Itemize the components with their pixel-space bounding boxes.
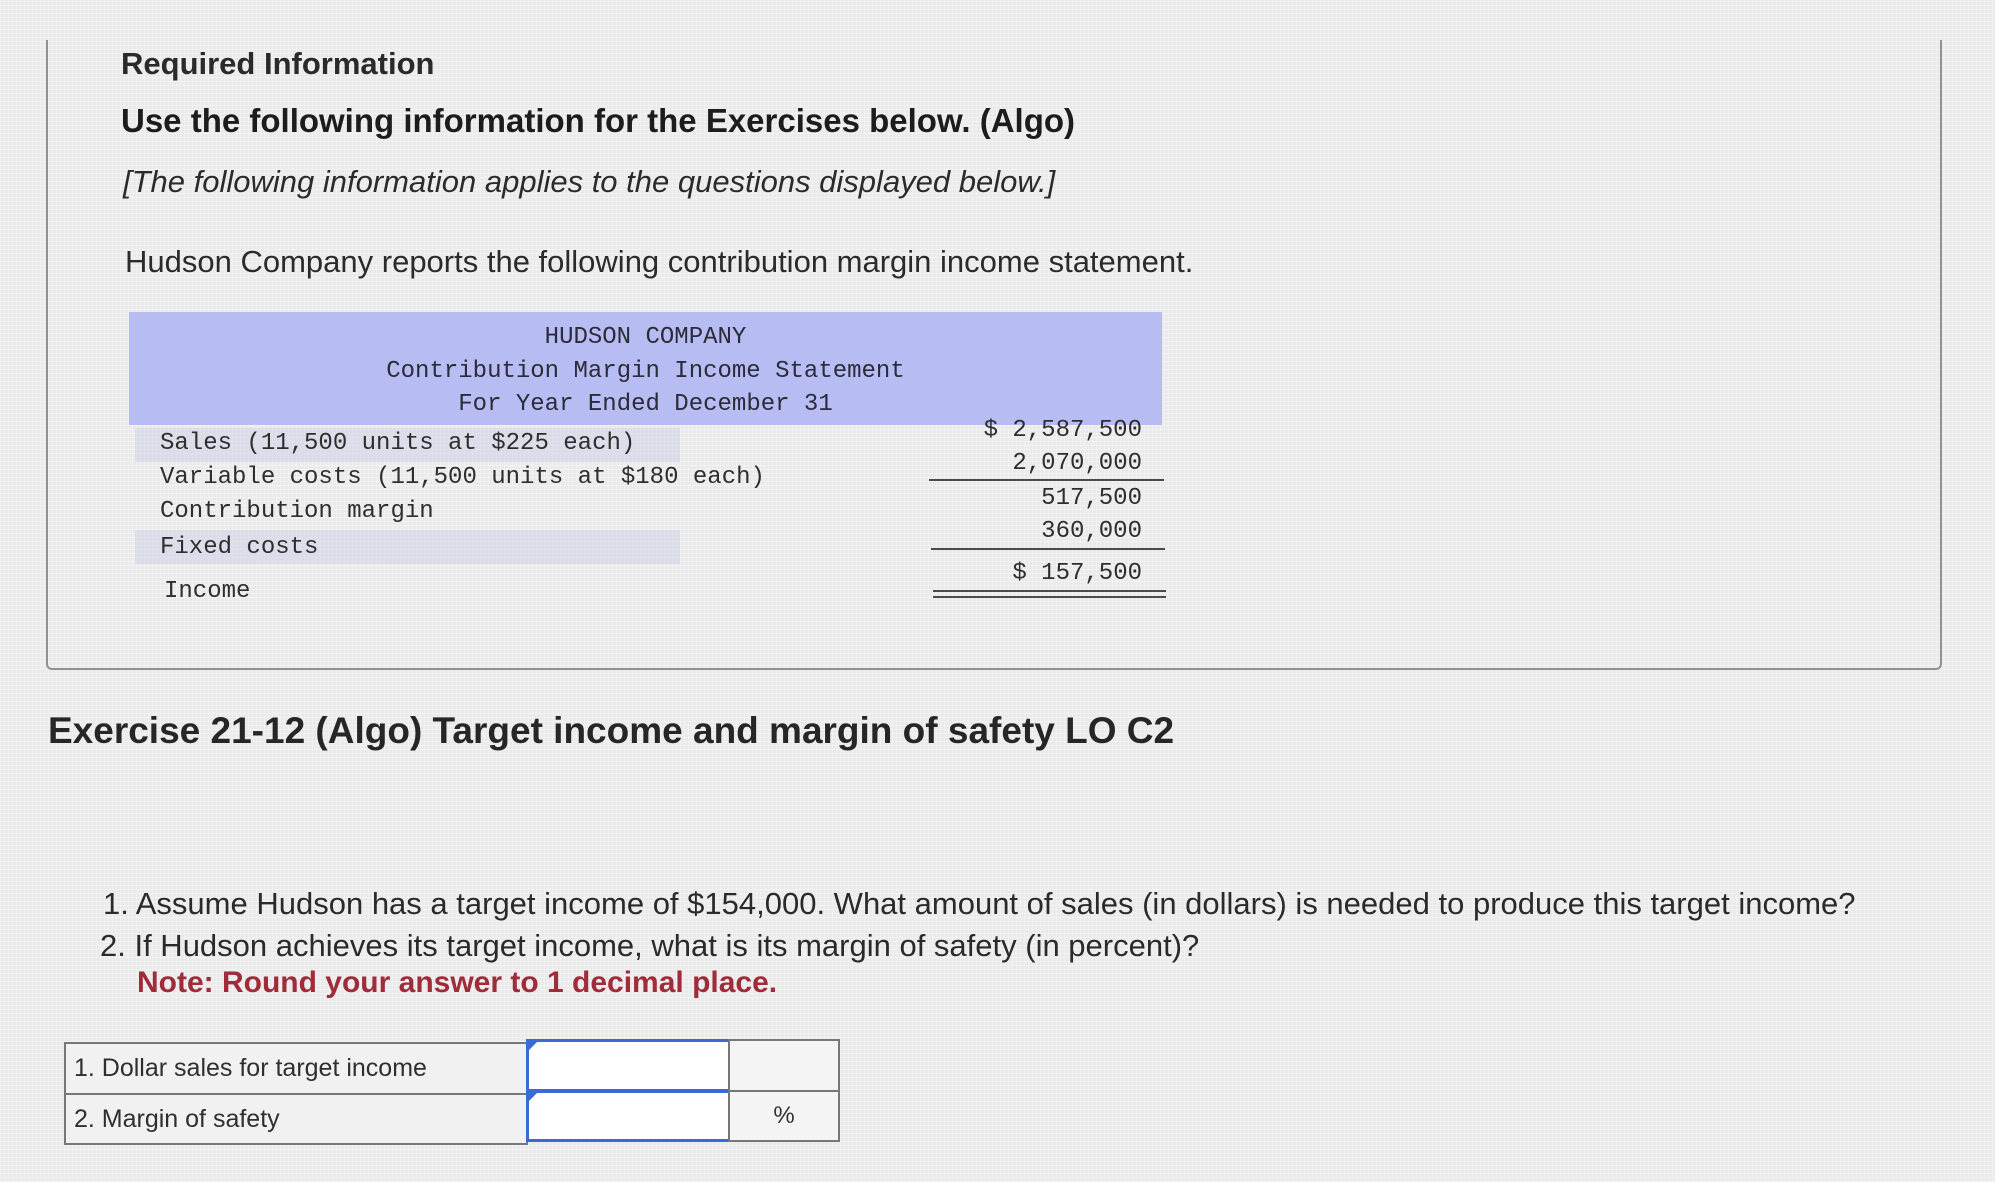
answer-label-margin-of-safety: 2. Margin of safety bbox=[64, 1093, 528, 1145]
statement-row-value: 517,500 bbox=[1041, 485, 1142, 512]
exercise-title: Exercise 21-12 (Algo) Target income and margin of safety LO C2 bbox=[48, 710, 1175, 751]
statement-company: HUDSON COMPANY bbox=[544, 324, 747, 351]
statement-intro: Hudson Company reports the following contribution margin income statement. bbox=[125, 244, 1194, 279]
statement-period: For Year Ended December 31 bbox=[458, 391, 833, 418]
total-double-rule bbox=[933, 590, 1166, 592]
statement-row-label: Sales (11,500 units at $225 each) bbox=[160, 430, 636, 457]
subtotal-rule bbox=[931, 548, 1165, 550]
statement-row-label: Variable costs (11,500 units at $180 each) bbox=[160, 464, 765, 491]
margin-of-safety-input[interactable] bbox=[526, 1090, 731, 1142]
answer-label-dollar-sales: 1. Dollar sales for target income bbox=[64, 1042, 528, 1095]
subtotal-rule bbox=[929, 479, 1164, 481]
statement-row-label: Fixed costs bbox=[160, 534, 319, 561]
question-1: 1. Assume Hudson has a target income of $154,000. What amount of sales (in dollars) is needed to produce this target income? bbox=[103, 886, 1856, 921]
percent-unit: % bbox=[728, 1090, 840, 1142]
total-double-rule bbox=[933, 596, 1166, 598]
statement-row-label: Income bbox=[164, 578, 251, 605]
empty-unit-cell bbox=[728, 1039, 840, 1092]
question-2: 2. If Hudson achieves its target income, what is its margin of safety (in percent)? bbox=[100, 928, 1200, 963]
dollar-sales-input[interactable] bbox=[526, 1039, 731, 1092]
statement-row-label: Contribution margin bbox=[160, 498, 434, 525]
applies-note: [The following information applies to the questions displayed below.] bbox=[123, 164, 1056, 199]
instructions-heading: Use the following information for the Exercises below. (Algo) bbox=[121, 102, 1076, 139]
statement-row-value: 360,000 bbox=[1041, 518, 1142, 545]
statement-title: Contribution Margin Income Statement bbox=[386, 358, 905, 385]
statement-row-value: $ 2,587,500 bbox=[983, 417, 1142, 444]
statement-row-value: 2,070,000 bbox=[1012, 450, 1142, 477]
statement-row-value: $ 157,500 bbox=[1012, 560, 1142, 587]
rounding-note: Note: Round your answer to 1 decimal place. bbox=[137, 966, 778, 999]
statement-header bbox=[129, 312, 1162, 425]
required-info-heading: Required Information bbox=[121, 46, 435, 81]
